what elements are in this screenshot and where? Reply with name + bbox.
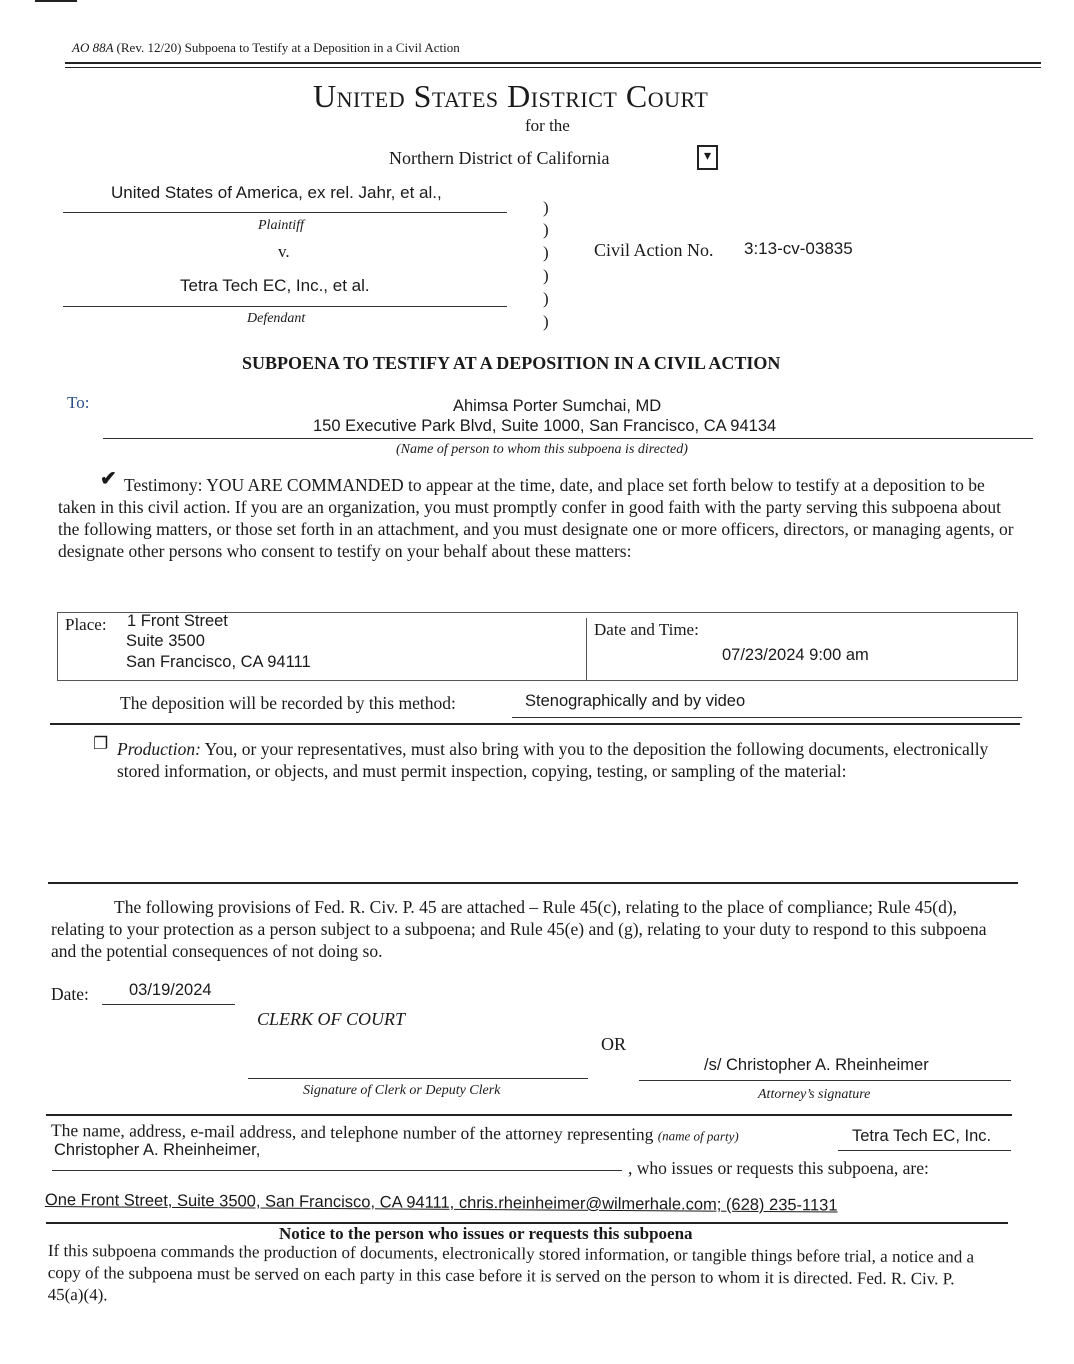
header-rule-bottom [65,67,1041,68]
defendant-label: Defendant [247,311,306,326]
civil-action-label: Civil Action No. [594,240,714,260]
name-of-party-label: (name of party) [657,1128,739,1144]
datetime-value: 07/23/2024 9:00 am [722,646,869,664]
attorney-name-rule [52,1170,622,1171]
plaintiff-name: United States of America, ex rel. Jahr, et al., [111,183,442,202]
production-paragraph [117,738,1007,782]
chevron-down-icon: ▾ [703,149,712,164]
civil-action-number: 3:13-cv-03835 [744,239,853,258]
production-lead: Production: [117,739,201,759]
caption-paren: ) [543,289,549,308]
clerk-heading: CLERK OF COURT [257,1009,406,1029]
datetime-label: Date and Time: [594,620,699,639]
plaintiff-label: Plaintiff [258,218,304,233]
date-rule [102,1004,235,1005]
testimony-paragraph [58,474,1020,562]
caption-paren: ) [543,312,549,331]
form-number: AO 88A [72,40,114,55]
place-line-3: San Francisco, CA 94111 [126,653,311,671]
attorney-signature: /s/ Christopher A. Rheinheimer [704,1056,929,1074]
district: Northern District of California [389,148,610,168]
caption-paren: ) [543,220,549,239]
place-date-divider [586,618,587,680]
form-revision: (Rev. 12/20) Subpoena to Testify at a Deposition in a Civil Action [116,40,460,55]
or-label: OR [601,1034,627,1054]
testimony-lead: Testimony: [124,475,203,495]
section-rule-3 [46,1114,1012,1116]
provisions-paragraph: The following provisions of Fed. R. Civ. P. 45 are attached – Rule 45(c), relating to the place of compliance; Rule 45(d), relating to your protection as a person subject to a subpoena; and Rule 45(e) and (g), relating to your duty to respond to this subpoena and the potential consequences of not doing so. [51,897,987,961]
caption-paren: ) [543,243,549,262]
plaintiff-rule [63,212,507,213]
attorney-intro-text: The name, address, e-mail address, and telephone number of the attorney representing [50,1120,654,1145]
notice-title: Notice to the person who issues or requests this subpoena [279,1224,693,1243]
header-rule-top [65,62,1041,64]
party-name: Tetra Tech EC, Inc. [852,1127,992,1145]
district-dropdown[interactable] [697,145,718,170]
scan-edge-mark [35,0,77,2]
testimony-checkbox[interactable]: ✔ [100,468,117,490]
clerk-signature-caption: Signature of Clerk or Deputy Clerk [303,1083,501,1098]
attorney-contact: One Front Street, Suite 3500, San Francisco, CA 94111, chris.rheinheimer@wilmerhale.com; (628) 235-1131 [44,1191,838,1215]
place-label: Place: [65,615,107,634]
place-line-2: Suite 3500 [126,632,205,650]
clerk-signature-rule [248,1078,588,1079]
defendant-name: Tetra Tech EC, Inc., et al. [180,276,370,295]
who-issues-text: , who issues or requests this subpoena, are: [628,1158,929,1178]
defendant-rule [63,306,507,307]
recipient-address: 150 Executive Park Blvd, Suite 1000, San Francisco, CA 94134 [313,417,777,435]
attorney-signature-rule [639,1080,1011,1081]
date-label: Date: [51,984,89,1004]
caption-paren: ) [543,198,549,217]
versus: v. [278,242,290,261]
recording-rule [512,717,1022,718]
attorney-signature-caption: Attorney’s signature [758,1087,871,1102]
court-title: United States District Court [313,78,709,114]
recipient-name: Ahimsa Porter Sumchai, MD [453,397,662,415]
section-rule-1 [50,723,1020,725]
recipient-caption: (Name of person to whom this subpoena is directed) [396,442,688,457]
to-label: To: [67,393,90,412]
notice-paragraph: If this subpoena commands the production of documents, electronically stored information, or tangible things before trial, a notice and a copy of the subpoena must be served on each party in this case before it is served on the person to whom it is directed. Fed. R. Civ. P. 45(a)(4). [47,1241,975,1305]
form-id [72,40,460,56]
recording-label: The deposition will be recorded by this method: [120,693,456,713]
place-line-1: 1 Front Street [127,612,228,630]
recording-value: Stenographically and by video [525,692,746,710]
testimony-text: YOU ARE COMMANDED to appear at the time, date, and place set forth below to testify at a deposition to be taken in this civil action. If you are an organization, you must promptly confer in good faith with the party serving this subpoena about the following matters, or those set forth in an attachment, and you must designate one or more officers, directors, or managing agents, or designate other persons who consent to testify on your behalf about these matters: [58,475,1014,561]
date-value: 03/19/2024 [129,981,212,999]
for-the: for the [525,116,570,135]
recipient-rule [103,438,1033,439]
production-checkbox[interactable]: ❐ [93,734,109,753]
subpoena-title: SUBPOENA TO TESTIFY AT A DEPOSITION IN A CIVIL ACTION [242,353,781,373]
section-rule-2 [48,882,1018,884]
attorney-name: Christopher A. Rheinheimer, [54,1141,261,1159]
production-text: You, or your representatives, must also bring with you to the deposition the following documents, electronically stored information, or objects, and must permit inspection, copying, testing, or sampling of the material: [117,739,989,781]
party-rule [838,1150,1011,1151]
caption-paren: ) [543,266,549,285]
